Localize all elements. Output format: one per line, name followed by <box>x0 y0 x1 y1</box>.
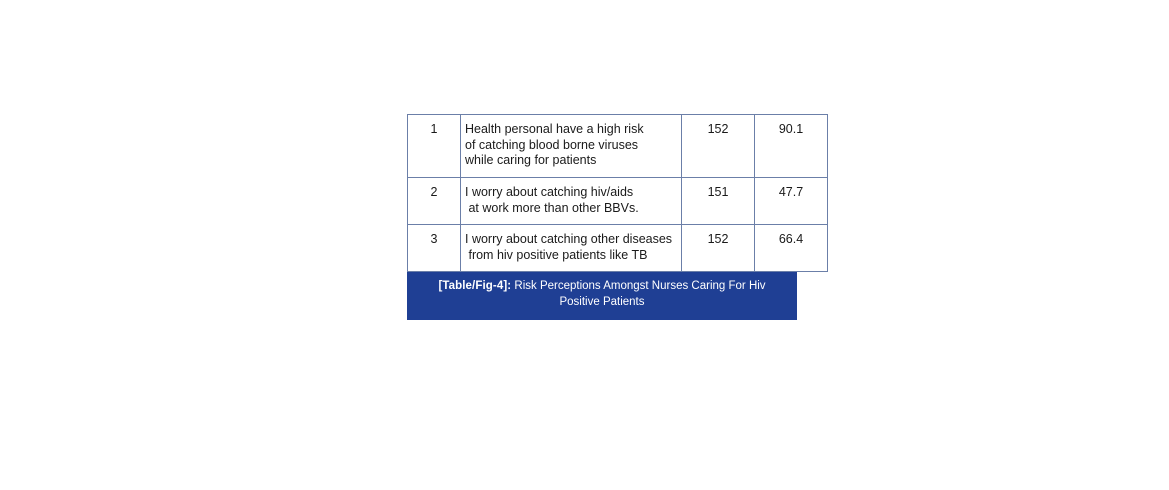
statement-line: at work more than other BBVs. <box>465 200 639 215</box>
table-row <box>408 177 828 224</box>
row-number: 3 <box>408 225 461 272</box>
row-percent: 66.4 <box>755 225 828 272</box>
statement-line: while caring for patients <box>465 153 597 168</box>
statement-line: Health personal have a high risk <box>465 122 644 136</box>
row-number: 2 <box>408 177 461 224</box>
caption-text: Risk Perceptions Amongst Nurses Caring For Hiv Positive Patients <box>511 280 766 308</box>
table-row <box>408 115 828 178</box>
risk-perceptions-table <box>407 114 828 272</box>
statement-line: I worry about catching other diseases <box>465 232 673 247</box>
row-percent: 47.7 <box>755 177 828 224</box>
table-body <box>408 115 828 272</box>
table-caption <box>407 272 797 320</box>
statement-line: I worry about catching hiv/aids <box>465 184 634 199</box>
row-count: 151 <box>682 177 755 224</box>
row-percent: 90.1 <box>755 115 828 178</box>
row-statement <box>461 225 682 272</box>
row-number: 1 <box>408 115 461 178</box>
row-count: 152 <box>682 225 755 272</box>
caption-label: [Table/Fig-4]: <box>438 280 512 293</box>
statement-line: from hiv positive patients like TB <box>465 247 648 262</box>
table-figure <box>407 114 804 320</box>
row-statement <box>461 115 682 178</box>
statement-line: of catching blood borne viruses <box>465 137 639 152</box>
row-statement <box>461 177 682 224</box>
table-row <box>408 225 828 272</box>
row-count: 152 <box>682 115 755 178</box>
